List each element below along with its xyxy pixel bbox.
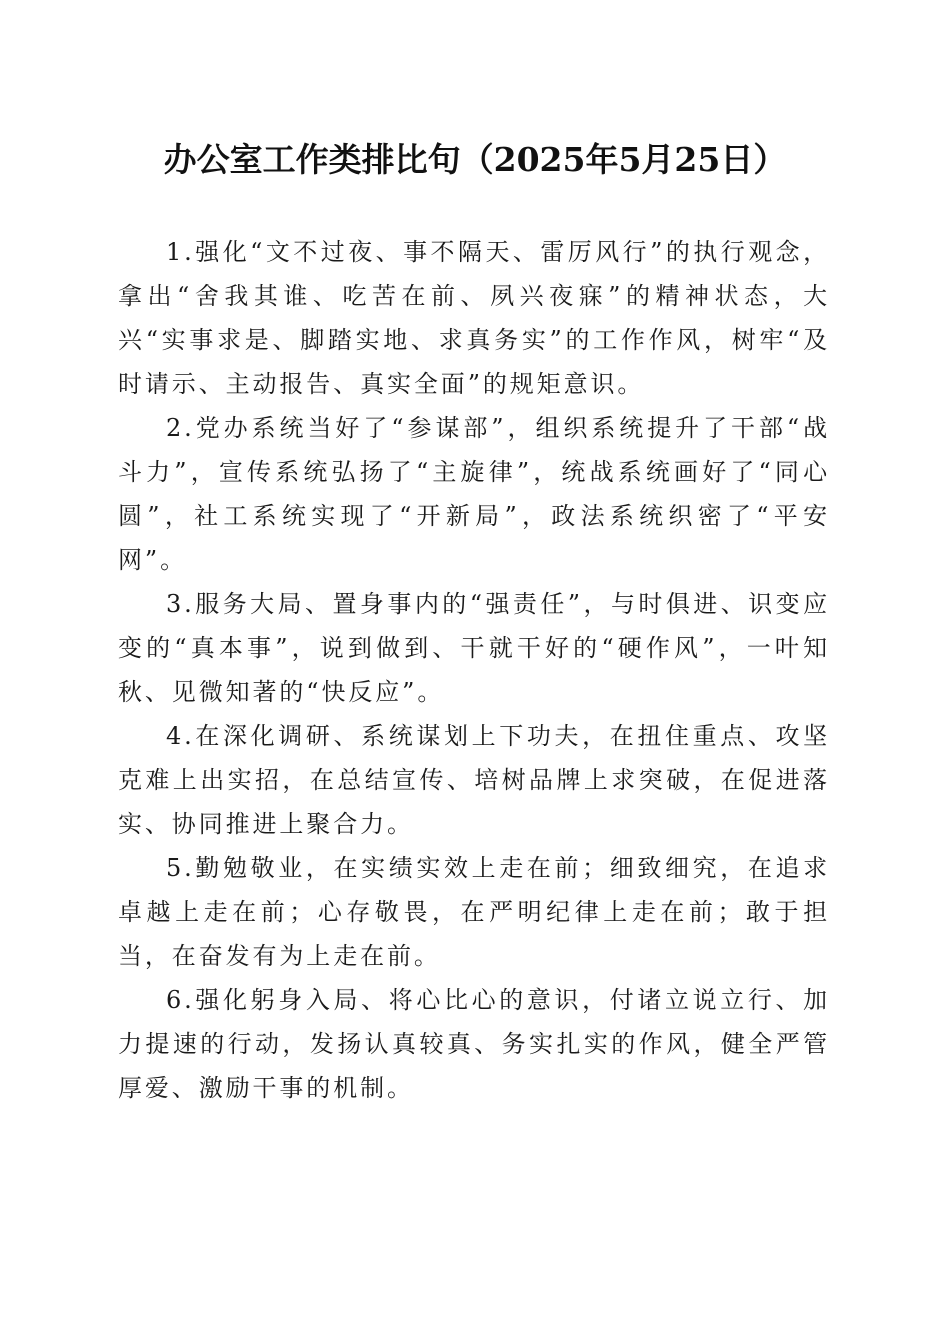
paragraph-4: 4.在深化调研、系统谋划上下功夫，在扭住重点、攻坚克难上出实招，在总结宣传、培树品牌上求突破，在促进落实、协同推进上聚合力。 (118, 722, 830, 838)
document-title: 办公室工作类排比句（2025年5月25日） (163, 140, 787, 179)
paragraph-6: 6.强化躬身入局、将心比心的意识，付诸立说立行、加力提速的行动，发扬认真较真、务实扎实的作风，健全严管厚爱、激励干事的机制。 (118, 986, 830, 1102)
paragraph-2: 2.党办系统当好了“参谋部”，组织系统提升了干部“战斗力”，宣传系统弘扬了“主旋律”，统战系统画好了“同心圆”，社工系统实现了“开新局”，政法系统织密了“平安网”。 (118, 414, 830, 574)
paragraph-1: 1.强化“文不过夜、事不隔天、雷厉风行”的执行观念，拿出“舍我其谁、吃苦在前、夙兴夜寐”的精神状态，大兴“实事求是、脚踏实地、求真务实”的工作作风，树牢“及时请示、主动报告、真实全面”的规矩意识。 (118, 238, 830, 398)
paragraph-5: 5.勤勉敬业，在实绩实效上走在前；细致细究，在追求卓越上走在前；心存敬畏，在严明纪律上走在前；敢于担当，在奋发有为上走在前。 (118, 854, 830, 970)
document-body (118, 230, 830, 1110)
paragraph-3: 3.服务大局、置身事内的“强责任”，与时俱进、识变应变的“真本事”，说到做到、干就干好的“硬作风”，一叶知秋、见微知著的“快反应”。 (118, 590, 830, 706)
